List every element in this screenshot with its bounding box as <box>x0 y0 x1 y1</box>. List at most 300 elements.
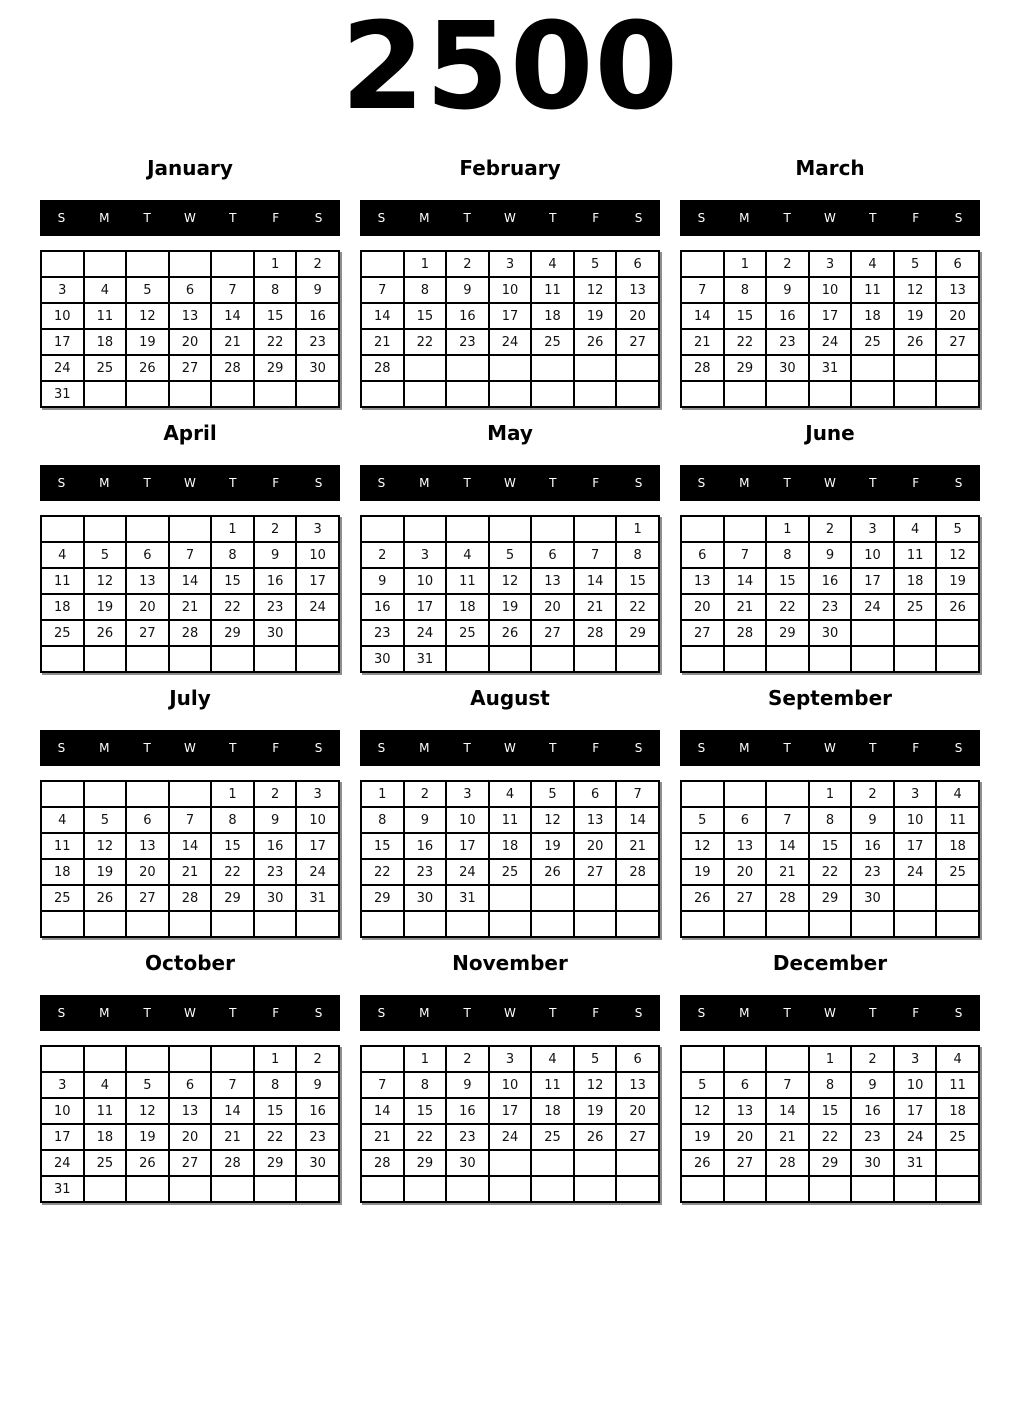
day-cell: 8 <box>616 542 659 568</box>
weekday-label: W <box>184 211 196 225</box>
weekday-label: S <box>314 1006 323 1020</box>
day-cell: 31 <box>446 885 489 911</box>
empty-cell <box>766 781 809 807</box>
day-cell: 5 <box>531 781 574 807</box>
day-cell: 17 <box>296 833 339 859</box>
weekday-label: M <box>419 211 430 225</box>
week-row <box>361 885 659 911</box>
day-cell: 11 <box>84 303 127 329</box>
day-cell: 22 <box>254 1124 297 1150</box>
week-row <box>681 781 979 807</box>
empty-cell <box>766 911 809 937</box>
month-title: March <box>795 156 865 180</box>
day-cell: 8 <box>211 807 254 833</box>
day-cell: 20 <box>531 594 574 620</box>
day-cell: 25 <box>446 620 489 646</box>
day-cell: 16 <box>296 1098 339 1124</box>
weekday-label: S <box>697 476 706 490</box>
day-cell: 13 <box>126 568 169 594</box>
day-cell: 20 <box>126 594 169 620</box>
day-cell: 22 <box>254 329 297 355</box>
day-cell: 23 <box>446 1124 489 1150</box>
week-row <box>41 885 339 911</box>
empty-cell <box>681 911 724 937</box>
empty-cell <box>681 646 724 672</box>
calendar-grid <box>40 154 980 1203</box>
weekday-label: S <box>377 211 386 225</box>
day-cell: 1 <box>616 516 659 542</box>
weekday-header <box>680 465 980 501</box>
empty-cell <box>894 911 937 937</box>
day-cell: 2 <box>296 251 339 277</box>
day-cell: 24 <box>894 859 937 885</box>
empty-cell <box>531 885 574 911</box>
day-cell: 9 <box>296 277 339 303</box>
day-cell: 8 <box>404 277 447 303</box>
week-row <box>681 516 979 542</box>
empty-cell <box>489 381 532 407</box>
empty-cell <box>361 251 404 277</box>
week-row <box>361 859 659 885</box>
day-cell: 4 <box>446 542 489 568</box>
weekday-label: F <box>912 211 920 225</box>
day-cell: 3 <box>296 516 339 542</box>
day-cell: 20 <box>681 594 724 620</box>
day-cell: 2 <box>404 781 447 807</box>
week-row <box>41 251 339 277</box>
month-block <box>360 684 660 938</box>
week-row <box>361 568 659 594</box>
day-cell: 8 <box>724 277 767 303</box>
empty-cell <box>404 1176 447 1202</box>
day-cell: 21 <box>766 1124 809 1150</box>
weekday-header <box>680 200 980 236</box>
week-row <box>41 568 339 594</box>
empty-cell <box>446 355 489 381</box>
empty-cell <box>254 646 297 672</box>
weekday-label: T <box>143 476 151 490</box>
empty-cell <box>681 1176 724 1202</box>
day-cell: 25 <box>84 355 127 381</box>
day-cell: 12 <box>894 277 937 303</box>
day-cell: 5 <box>681 1072 724 1098</box>
week-row <box>361 620 659 646</box>
day-cell: 14 <box>169 833 212 859</box>
day-cell: 26 <box>681 1150 724 1176</box>
day-cell: 3 <box>851 516 894 542</box>
week-row <box>41 781 339 807</box>
empty-cell <box>404 381 447 407</box>
day-cell: 26 <box>489 620 532 646</box>
day-cell: 23 <box>851 859 894 885</box>
day-cell: 1 <box>809 1046 852 1072</box>
day-cell: 21 <box>169 859 212 885</box>
day-cell: 28 <box>616 859 659 885</box>
day-cell: 22 <box>766 594 809 620</box>
day-cell: 6 <box>169 277 212 303</box>
empty-cell <box>446 646 489 672</box>
day-cell: 14 <box>361 1098 404 1124</box>
day-cell: 13 <box>724 833 767 859</box>
empty-cell <box>126 1176 169 1202</box>
day-cell: 14 <box>211 303 254 329</box>
month-title: August <box>470 686 550 710</box>
day-cell: 22 <box>809 859 852 885</box>
day-cell: 5 <box>936 516 979 542</box>
weekday-label: T <box>143 1006 151 1020</box>
day-cell: 13 <box>531 568 574 594</box>
weekday-label: M <box>419 741 430 755</box>
empty-cell <box>169 516 212 542</box>
day-cell: 16 <box>254 568 297 594</box>
month-block <box>360 154 660 408</box>
week-row <box>681 1072 979 1098</box>
empty-cell <box>404 355 447 381</box>
month-days-table <box>40 515 340 673</box>
empty-cell <box>169 646 212 672</box>
day-cell: 1 <box>361 781 404 807</box>
weekday-label: T <box>229 476 237 490</box>
empty-cell <box>531 1150 574 1176</box>
day-cell: 27 <box>531 620 574 646</box>
empty-cell <box>84 646 127 672</box>
month-days-table <box>40 780 340 938</box>
day-cell: 12 <box>489 568 532 594</box>
day-cell: 7 <box>616 781 659 807</box>
empty-cell <box>211 1046 254 1072</box>
weekday-label: T <box>783 1006 791 1020</box>
day-cell: 8 <box>809 807 852 833</box>
day-cell: 26 <box>84 620 127 646</box>
day-cell: 25 <box>531 329 574 355</box>
empty-cell <box>894 1176 937 1202</box>
day-cell: 13 <box>169 303 212 329</box>
day-cell: 19 <box>84 859 127 885</box>
day-cell: 4 <box>41 807 84 833</box>
empty-cell <box>574 516 617 542</box>
day-cell: 28 <box>211 1150 254 1176</box>
day-cell: 21 <box>211 329 254 355</box>
week-row <box>361 1098 659 1124</box>
day-cell: 28 <box>766 885 809 911</box>
day-cell: 14 <box>766 1098 809 1124</box>
weekday-header <box>680 730 980 766</box>
day-cell: 17 <box>296 568 339 594</box>
day-cell: 29 <box>404 1150 447 1176</box>
weekday-label: S <box>57 476 66 490</box>
day-cell: 6 <box>126 807 169 833</box>
weekday-label: T <box>549 211 557 225</box>
day-cell: 27 <box>724 1150 767 1176</box>
empty-cell <box>616 1176 659 1202</box>
day-cell: 2 <box>809 516 852 542</box>
day-cell: 5 <box>84 807 127 833</box>
day-cell: 2 <box>766 251 809 277</box>
day-cell: 19 <box>574 1098 617 1124</box>
weekday-label: T <box>869 1006 877 1020</box>
empty-cell <box>126 251 169 277</box>
week-row <box>41 646 339 672</box>
day-cell: 23 <box>254 859 297 885</box>
weekday-header <box>40 200 340 236</box>
weekday-label: T <box>869 211 877 225</box>
day-cell: 15 <box>809 1098 852 1124</box>
week-row <box>41 516 339 542</box>
empty-cell <box>41 646 84 672</box>
day-cell: 20 <box>616 303 659 329</box>
month-days-table <box>360 250 660 408</box>
day-cell: 4 <box>531 251 574 277</box>
day-cell: 30 <box>809 620 852 646</box>
empty-cell <box>809 381 852 407</box>
week-row <box>41 1124 339 1150</box>
day-cell: 24 <box>296 594 339 620</box>
week-row <box>41 303 339 329</box>
day-cell: 3 <box>894 1046 937 1072</box>
week-row <box>681 1176 979 1202</box>
day-cell: 26 <box>894 329 937 355</box>
week-row <box>361 1176 659 1202</box>
week-row <box>361 781 659 807</box>
week-row <box>361 646 659 672</box>
day-cell: 7 <box>681 277 724 303</box>
month-title: January <box>147 156 233 180</box>
day-cell: 28 <box>361 355 404 381</box>
day-cell: 22 <box>404 329 447 355</box>
day-cell: 1 <box>766 516 809 542</box>
day-cell: 18 <box>531 1098 574 1124</box>
day-cell: 25 <box>41 885 84 911</box>
week-row <box>361 594 659 620</box>
month-block <box>680 684 980 938</box>
day-cell: 20 <box>724 859 767 885</box>
day-cell: 2 <box>851 781 894 807</box>
day-cell: 27 <box>616 329 659 355</box>
day-cell: 10 <box>296 542 339 568</box>
empty-cell <box>681 381 724 407</box>
month-days-table <box>680 515 980 673</box>
day-cell: 12 <box>84 568 127 594</box>
week-row <box>681 594 979 620</box>
day-cell: 24 <box>41 1150 84 1176</box>
weekday-label: F <box>272 211 280 225</box>
day-cell: 16 <box>851 833 894 859</box>
weekday-label: S <box>314 741 323 755</box>
day-cell: 5 <box>574 1046 617 1072</box>
day-cell: 21 <box>724 594 767 620</box>
empty-cell <box>616 885 659 911</box>
empty-cell <box>41 1046 84 1072</box>
day-cell: 20 <box>936 303 979 329</box>
day-cell: 6 <box>724 1072 767 1098</box>
month-block <box>680 949 980 1203</box>
day-cell: 30 <box>296 355 339 381</box>
day-cell: 27 <box>681 620 724 646</box>
year-title: 2500 <box>341 0 679 137</box>
day-cell: 8 <box>361 807 404 833</box>
day-cell: 29 <box>254 1150 297 1176</box>
empty-cell <box>894 646 937 672</box>
day-cell: 6 <box>936 251 979 277</box>
week-row <box>41 1072 339 1098</box>
weekday-label: S <box>634 476 643 490</box>
day-cell: 24 <box>296 859 339 885</box>
empty-cell <box>446 516 489 542</box>
day-cell: 5 <box>681 807 724 833</box>
month-title: June <box>805 421 855 445</box>
day-cell: 11 <box>936 1072 979 1098</box>
empty-cell <box>851 646 894 672</box>
empty-cell <box>211 251 254 277</box>
day-cell: 30 <box>766 355 809 381</box>
empty-cell <box>616 381 659 407</box>
week-row <box>681 646 979 672</box>
empty-cell <box>681 1046 724 1072</box>
week-row <box>361 381 659 407</box>
day-cell: 31 <box>894 1150 937 1176</box>
empty-cell <box>531 1176 574 1202</box>
week-row <box>681 1150 979 1176</box>
day-cell: 6 <box>126 542 169 568</box>
day-cell: 28 <box>724 620 767 646</box>
day-cell: 27 <box>616 1124 659 1150</box>
day-cell: 28 <box>681 355 724 381</box>
empty-cell <box>126 1046 169 1072</box>
day-cell: 7 <box>724 542 767 568</box>
weekday-label: S <box>697 741 706 755</box>
day-cell: 27 <box>169 1150 212 1176</box>
weekday-label: S <box>377 1006 386 1020</box>
day-cell: 5 <box>574 251 617 277</box>
day-cell: 1 <box>254 251 297 277</box>
weekday-label: M <box>739 211 750 225</box>
day-cell: 4 <box>936 1046 979 1072</box>
empty-cell <box>41 911 84 937</box>
empty-cell <box>574 355 617 381</box>
empty-cell <box>851 911 894 937</box>
day-cell: 30 <box>851 885 894 911</box>
day-cell: 27 <box>574 859 617 885</box>
day-cell: 6 <box>724 807 767 833</box>
month-days-table <box>680 780 980 938</box>
weekday-header <box>360 465 660 501</box>
weekday-label: S <box>697 211 706 225</box>
day-cell: 31 <box>41 1176 84 1202</box>
empty-cell <box>361 911 404 937</box>
day-cell: 20 <box>616 1098 659 1124</box>
day-cell: 17 <box>489 303 532 329</box>
weekday-label: F <box>592 741 600 755</box>
day-cell: 30 <box>404 885 447 911</box>
empty-cell <box>681 516 724 542</box>
week-row <box>41 381 339 407</box>
day-cell: 9 <box>404 807 447 833</box>
day-cell: 15 <box>361 833 404 859</box>
weekday-label: T <box>229 1006 237 1020</box>
day-cell: 14 <box>574 568 617 594</box>
weekday-label: T <box>783 741 791 755</box>
day-cell: 8 <box>211 542 254 568</box>
empty-cell <box>531 911 574 937</box>
empty-cell <box>724 516 767 542</box>
weekday-label: W <box>504 211 516 225</box>
day-cell: 16 <box>766 303 809 329</box>
day-cell: 24 <box>404 620 447 646</box>
day-cell: 29 <box>211 885 254 911</box>
empty-cell <box>211 1176 254 1202</box>
day-cell: 16 <box>254 833 297 859</box>
day-cell: 17 <box>41 329 84 355</box>
empty-cell <box>766 1046 809 1072</box>
day-cell: 9 <box>809 542 852 568</box>
day-cell: 16 <box>851 1098 894 1124</box>
weekday-label: F <box>592 211 600 225</box>
day-cell: 5 <box>126 1072 169 1098</box>
day-cell: 22 <box>809 1124 852 1150</box>
empty-cell <box>296 646 339 672</box>
day-cell: 22 <box>724 329 767 355</box>
day-cell: 21 <box>681 329 724 355</box>
empty-cell <box>616 355 659 381</box>
empty-cell <box>489 885 532 911</box>
weekday-label: T <box>783 476 791 490</box>
day-cell: 4 <box>851 251 894 277</box>
week-row <box>361 1150 659 1176</box>
day-cell: 15 <box>404 303 447 329</box>
weekday-label: S <box>954 1006 963 1020</box>
empty-cell <box>936 646 979 672</box>
day-cell: 12 <box>574 277 617 303</box>
week-row <box>681 251 979 277</box>
empty-cell <box>126 381 169 407</box>
day-cell: 30 <box>361 646 404 672</box>
weekday-header <box>40 465 340 501</box>
weekday-label: F <box>272 1006 280 1020</box>
week-row <box>361 329 659 355</box>
day-cell: 28 <box>574 620 617 646</box>
empty-cell <box>936 381 979 407</box>
day-cell: 3 <box>894 781 937 807</box>
day-cell: 11 <box>894 542 937 568</box>
week-row <box>41 329 339 355</box>
weekday-label: M <box>99 476 110 490</box>
day-cell: 9 <box>254 807 297 833</box>
empty-cell <box>126 646 169 672</box>
weekday-label: F <box>592 1006 600 1020</box>
day-cell: 28 <box>766 1150 809 1176</box>
day-cell: 6 <box>616 251 659 277</box>
day-cell: 9 <box>296 1072 339 1098</box>
day-cell: 28 <box>169 620 212 646</box>
day-cell: 13 <box>126 833 169 859</box>
weekday-label: T <box>229 211 237 225</box>
empty-cell <box>169 1176 212 1202</box>
day-cell: 9 <box>446 1072 489 1098</box>
day-cell: 20 <box>126 859 169 885</box>
day-cell: 9 <box>446 277 489 303</box>
day-cell: 26 <box>574 1124 617 1150</box>
day-cell: 19 <box>681 859 724 885</box>
day-cell: 11 <box>851 277 894 303</box>
empty-cell <box>361 516 404 542</box>
day-cell: 16 <box>361 594 404 620</box>
week-row <box>361 303 659 329</box>
day-cell: 7 <box>211 277 254 303</box>
day-cell: 15 <box>724 303 767 329</box>
day-cell: 3 <box>489 1046 532 1072</box>
weekday-label: M <box>739 1006 750 1020</box>
day-cell: 17 <box>41 1124 84 1150</box>
